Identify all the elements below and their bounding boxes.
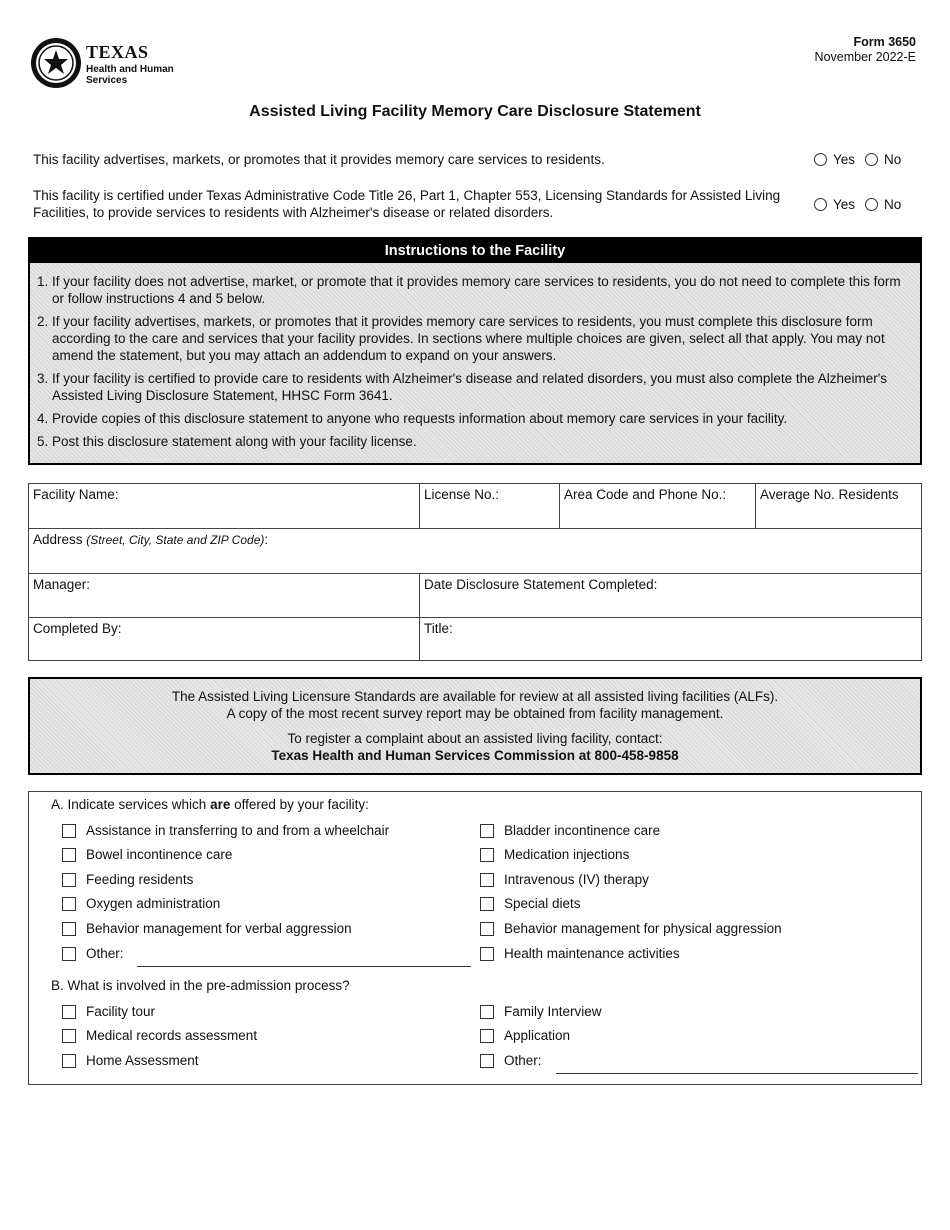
facility-name-field[interactable] [29,484,419,528]
license-no-field[interactable] [419,484,559,528]
checkbox[interactable] [480,897,494,911]
preadmission-label: Family Interview [504,1004,602,1019]
date-completed-field[interactable] [419,573,921,617]
phone-field[interactable] [559,484,755,528]
preadmission-other-input-line[interactable] [556,1073,918,1074]
preadmission-label: Facility tour [86,1004,156,1019]
service-checkbox[interactable] [62,823,389,838]
preadmission-other-checkbox[interactable] [480,1053,542,1068]
checkbox[interactable] [62,1054,76,1068]
q1-yes-label: Yes [833,152,856,167]
checkbox[interactable] [62,848,76,862]
service-checkbox[interactable] [62,921,352,936]
avg-residents-field[interactable] [755,484,921,528]
info-line-3: To register a complaint about an assisted living facility, contact: [287,731,663,746]
section-b-heading: B. What is involved in the pre-admission process? [51,978,350,993]
service-label: Intravenous (IV) therapy [504,872,649,887]
q2-yes-option[interactable] [814,197,855,212]
service-label: Assistance in transferring to and from a wheelchair [86,823,390,838]
service-checkbox[interactable] [480,872,649,887]
service-label: Bladder incontinence care [504,823,661,838]
question-certified-options [814,197,911,212]
service-label: Feeding residents [86,872,194,887]
texas-seal-icon [30,37,82,89]
form-date: November 2022-E [814,50,916,64]
checkbox[interactable] [62,897,76,911]
preadmission-label: Other: [504,1053,542,1068]
title-field[interactable] [419,617,921,660]
q2-no-label: No [884,197,902,212]
instruction-item: 5. Post this disclosure statement along with your facility license. [37,434,417,449]
phone-label: Area Code and Phone No.: [564,487,727,502]
q1-yes-option[interactable] [814,152,855,167]
q2-no-option[interactable] [865,197,901,212]
q2-no-radio[interactable] [865,198,878,211]
instruction-item: 1. If your facility does not advertise, market, or promote that it provides memory care services to residents, you do not need to complete this form or follow instructions 4 and 5 below. [37,274,901,306]
complaint-contact: Texas Health and Human Services Commission at 800-458-9858 [271,748,679,763]
service-checkbox[interactable] [480,946,680,961]
checkbox[interactable] [480,873,494,887]
agency-logo [30,37,174,93]
preadmission-checkbox[interactable] [62,1004,155,1019]
facility-info-table [28,483,922,661]
instructions-heading: Instructions to the Facility [30,239,920,263]
checkbox[interactable] [480,848,494,862]
licensure-info-box [28,677,922,775]
section-a-suffix: offered by your facility: [230,797,369,812]
q1-no-option[interactable] [865,152,901,167]
checkbox[interactable] [62,1029,76,1043]
license-no-label: License No.: [424,487,500,502]
q1-no-label: No [884,152,902,167]
instruction-item: 3. If your facility is certified to provide care to residents with Alzheimer's disease and related disorders, you must also complete the Alzheimer's Assisted Living Disclosure Statement, HHSC Form 3641. [37,371,888,403]
question-memory-care-options [814,152,911,167]
checkbox[interactable] [480,1005,494,1019]
address-field[interactable] [29,528,921,573]
service-checkbox[interactable] [62,847,232,862]
q2-yes-radio[interactable] [814,198,827,211]
service-label: Behavior management for verbal aggression [86,921,352,936]
service-label: Health maintenance activities [504,946,680,961]
checkbox[interactable] [62,922,76,936]
address-note: (Street, City, State and ZIP Code) [86,533,265,547]
form-number: Form 3650 [853,35,916,49]
form-identifier [815,35,916,65]
preadmission-checkbox[interactable] [480,1004,602,1019]
service-other-input-line[interactable] [137,966,471,967]
service-label: Medication injections [504,847,630,862]
q1-no-radio[interactable] [865,153,878,166]
agency-subname: Health and Human Services [86,64,174,86]
service-label: Other: [86,946,124,961]
checkbox[interactable] [62,947,76,961]
instruction-item: 2. If your facility advertises, markets, or promotes that it provides memory care services to residents, you must complete this disclosure form according to the care and services that your facility provides. In sections where multiple choices are given, select all that apply. You may not amend the statement, but you may attach an addendum to expand on your answers. [37,314,885,363]
instructions-box [28,237,922,465]
checkbox[interactable] [480,1029,494,1043]
facility-name-label: Facility Name: [33,487,119,502]
preadmission-checkbox[interactable] [62,1028,257,1043]
question-memory-care-text: This facility advertises, markets, or promotes that it provides memory care services to residents. [33,152,605,167]
preadmission-label: Home Assessment [86,1053,199,1068]
preadmission-label: Medical records assessment [86,1028,258,1043]
question-certified-text: This facility is certified under Texas Administrative Code Title 26, Part 1, Chapter 553, Licensing Standards for Assisted Living Facilities, to provide services to residents with Alzheimer's disease or related disorders. [33,188,781,220]
address-label: Address [33,532,83,547]
service-checkbox[interactable] [480,847,629,862]
service-label: Special diets [504,896,581,911]
preadmission-label: Application [504,1028,571,1043]
service-label: Bowel incontinence care [86,847,233,862]
preadmission-checkbox[interactable] [480,1028,570,1043]
section-a-prefix: A. Indicate services which [51,797,211,812]
service-checkbox[interactable] [480,823,660,838]
checkbox[interactable] [480,824,494,838]
service-checkbox[interactable] [480,921,782,936]
checkbox[interactable] [480,1054,494,1068]
info-line-1: The Assisted Living Licensure Standards are available for review at all assisted living facilities (ALFs). [171,689,779,704]
service-other-checkbox[interactable] [62,946,124,961]
service-label: Behavior management for physical aggression [504,921,782,936]
section-a-emphasis: are [210,797,231,812]
manager-field[interactable] [29,573,419,617]
page-title: Assisted Living Facility Memory Care Disclosure Statement [249,103,701,120]
checkbox[interactable] [62,824,76,838]
manager-label: Manager: [33,577,91,592]
date-completed-label: Date Disclosure Statement Completed: [424,577,658,592]
checkbox[interactable] [62,1005,76,1019]
avg-residents-label: Average No. Residents [760,487,899,502]
agency-name: TEXAS [86,42,149,62]
service-checkbox[interactable] [62,896,220,911]
q2-yes-label: Yes [833,197,856,212]
instruction-item: 4. Provide copies of this disclosure statement to anyone who requests information about memory care services in your facility. [37,411,788,426]
title-label: Title: [424,621,453,636]
checkbox[interactable] [480,947,494,961]
completed-by-label: Completed By: [33,621,122,636]
completed-by-field[interactable] [29,617,419,660]
q1-yes-radio[interactable] [814,153,827,166]
preadmission-checkbox[interactable] [62,1053,199,1068]
instructions-list [30,273,920,450]
service-label: Oxygen administration [86,896,221,911]
section-a-heading [51,797,369,812]
checkbox[interactable] [480,922,494,936]
checkbox[interactable] [62,873,76,887]
services-section [28,791,922,1085]
info-line-2: A copy of the most recent survey report may be obtained from facility management. [226,706,724,721]
address-colon: : [264,532,269,547]
service-checkbox[interactable] [480,896,581,911]
service-checkbox[interactable] [62,872,193,887]
